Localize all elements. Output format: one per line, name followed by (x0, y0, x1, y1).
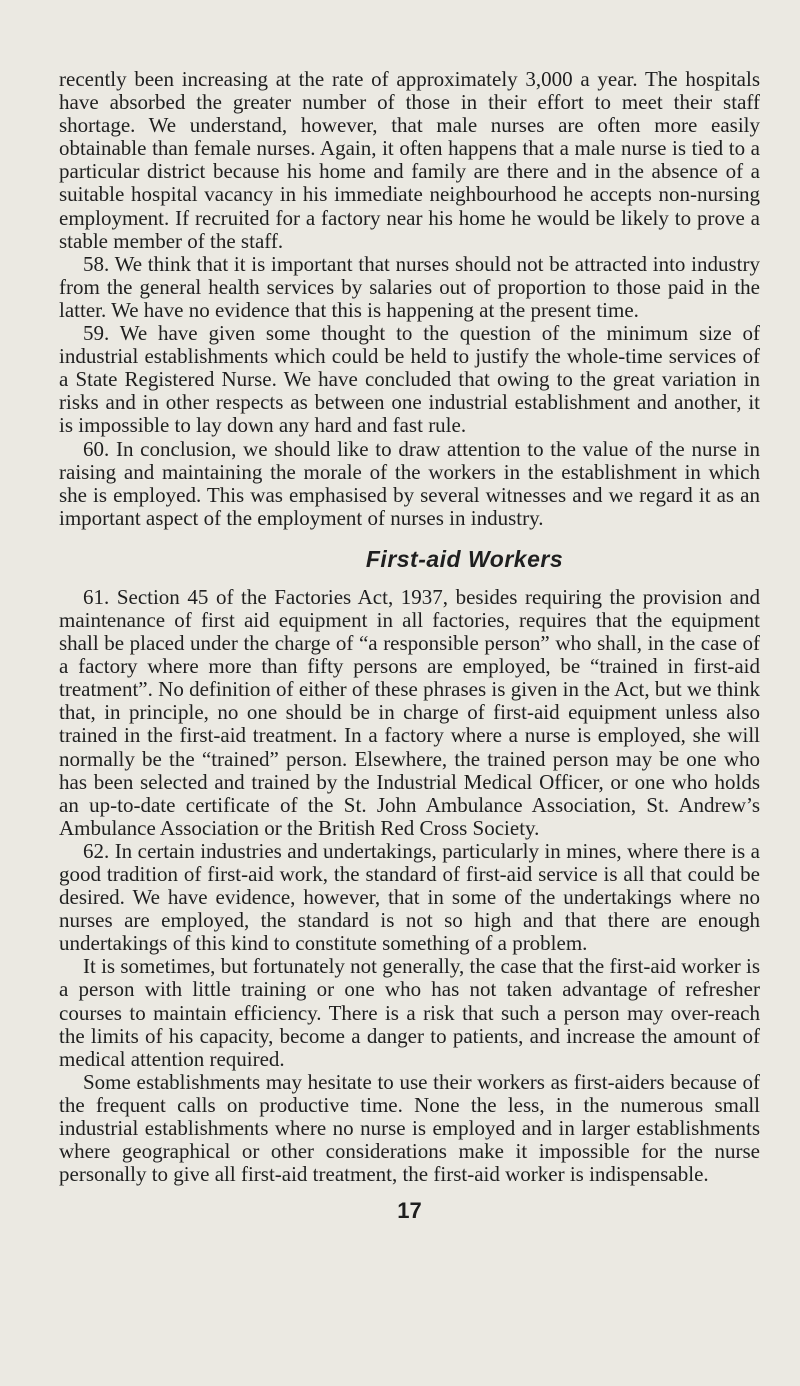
paragraph-62-final: Some establishments may hesitate to use their workers as first-aiders because of the frequent calls on productive time. None the less, in the numerous small industrial establishments where no nurse is employed and in larger establishments where geographical or other considerations make it impossible for the nurse personally to give all first-aid treatment, the first-aid worker is indispensable. (59, 1069, 760, 1187)
paragraph-continuation: recently been increasing at the rate of approximately 3,000 a year. The hospitals have absorbed the greater number of those in their effort to meet their staff shortage. We understand, however, that male nurses are often more easily obtainable than female nurses. Again, it often happens that a male nurse is tied to a particular district because his home and family are there and in the absence of a suitable hospital vacancy in his immediate neighbourhood he accepts non-nursing employment. If recruited for a factory near his home he would be likely to prove a stable member of the staff. (59, 67, 760, 253)
paragraph-59: 59. We have given some thought to the question of the minimum size of industrial establishments which could be held to justify the whole-time services of a State Registered Nurse. We have concluded that owing to the great variation in risks and in other respects as between one industrial establishment and another, it is impossible to lay down any hard and fast rule. (59, 321, 760, 438)
paragraph-60: 60. In conclusion, we should like to draw attention to the value of the nurse in raising and maintaining the morale of the workers in the establishment in which she is employed. This was emphasised by several witnesses and we regard it as an important aspect of the employment of nurses in industry. (59, 436, 760, 530)
section-heading: First-aid Workers (365, 545, 564, 572)
paragraph-58: 58. We think that it is important that nurses should not be attracted into industry from the general health services by salaries out of proportion to those paid in the latter. We have no evidence that this is happening at the present time. (59, 251, 760, 322)
page-number: 17 (397, 1198, 422, 1224)
paragraph-62-continued: It is sometimes, but fortunately not generally, the case that the first-aid worker is a person with little training or one who has not taken advantage of refresher courses to maintain efficiency. There is a risk that such a person may over-reach the limits of his capacity, become a danger to patients, and increase the amount of medical attention required. (59, 954, 760, 1071)
paragraph-62: 62. In certain industries and undertakings, particularly in mines, where there is a good tradition of first-aid work, the standard of first-aid service is all that could be desired. We have evidence, however, that in some of the undertakings where no nurses are employed, the standard is not so high and that there are enough undertakings of this kind to constitute something of a problem. (59, 838, 760, 956)
paragraph-61: 61. Section 45 of the Factories Act, 1937, besides requiring the provision and maintenance of first aid equipment in all factories, requires that the equipment shall be placed under the charge of “a responsible person” who shall, in the case of a factory where more than fifty persons are employed, be “trained in first-aid treatment”. No definition of either of these phrases is given in the Act, but we think that, in principle, no one should be in charge of first-aid equipment unless also trained in the first-aid treatment. In a factory where a nurse is employed, she will normally be the “trained” person. Elsewhere, the trained person may be one who has been selected and trained by the Industrial Medical Officer, or one who holds an up-to-date certificate of the St. John Ambulance Association, St. Andrew’s Ambulance Association or the British Red Cross Society. (59, 584, 760, 840)
